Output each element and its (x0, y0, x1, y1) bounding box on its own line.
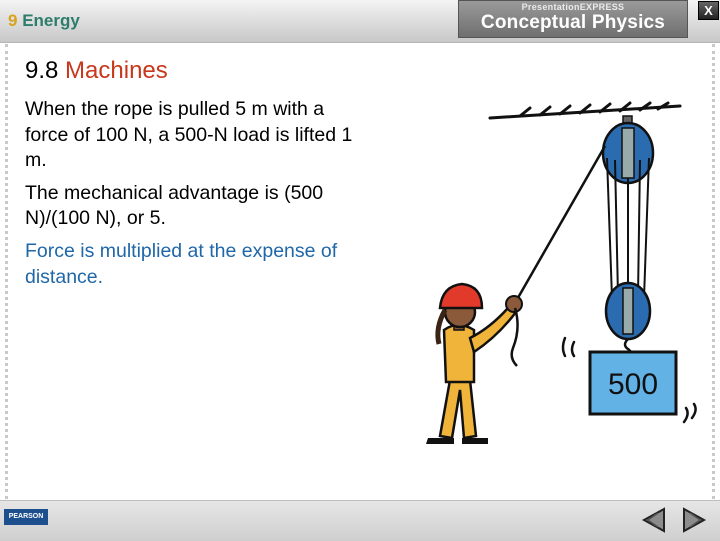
slide-title (25, 57, 168, 85)
pearson-logo: PEARSON (4, 509, 48, 525)
paragraph-2: The mechanical advantage is (500 N)/(100 N), or 5. (25, 181, 324, 230)
paragraph-1: When the rope is pulled 5 m with a force of 100 N, a 500-N load is lifted 1 m. (25, 98, 353, 172)
hard-hat-icon (440, 284, 482, 308)
slide-title-number: 9.8 (25, 57, 59, 84)
pulley-illustration (400, 98, 700, 458)
load-label: 500 (607, 368, 659, 401)
chapter-number: 9 (8, 11, 18, 30)
footer-bar (0, 500, 720, 541)
person-figure (426, 284, 522, 444)
brand-big-text: Conceptual Physics (480, 12, 666, 33)
previous-slide-button[interactable] (640, 507, 668, 533)
title-bar (0, 0, 720, 43)
chapter-heading (8, 11, 80, 31)
pull-rope (515, 146, 605, 303)
brand-logo (458, 0, 688, 38)
chapter-title: Energy (22, 11, 80, 30)
brand-small-text: PresentationEXPRESS (521, 2, 625, 12)
left-dotted-border (5, 44, 8, 499)
slide-body (25, 97, 355, 297)
pulley-ropes (607, 158, 649, 298)
close-button[interactable]: X (698, 1, 719, 20)
right-dotted-border (712, 44, 715, 499)
next-slide-button[interactable] (680, 507, 708, 533)
ceiling-beam (490, 103, 680, 118)
slide-title-text: Machines (65, 57, 168, 84)
paragraph-3: Force is multiplied at the expense of distance. (25, 239, 338, 288)
